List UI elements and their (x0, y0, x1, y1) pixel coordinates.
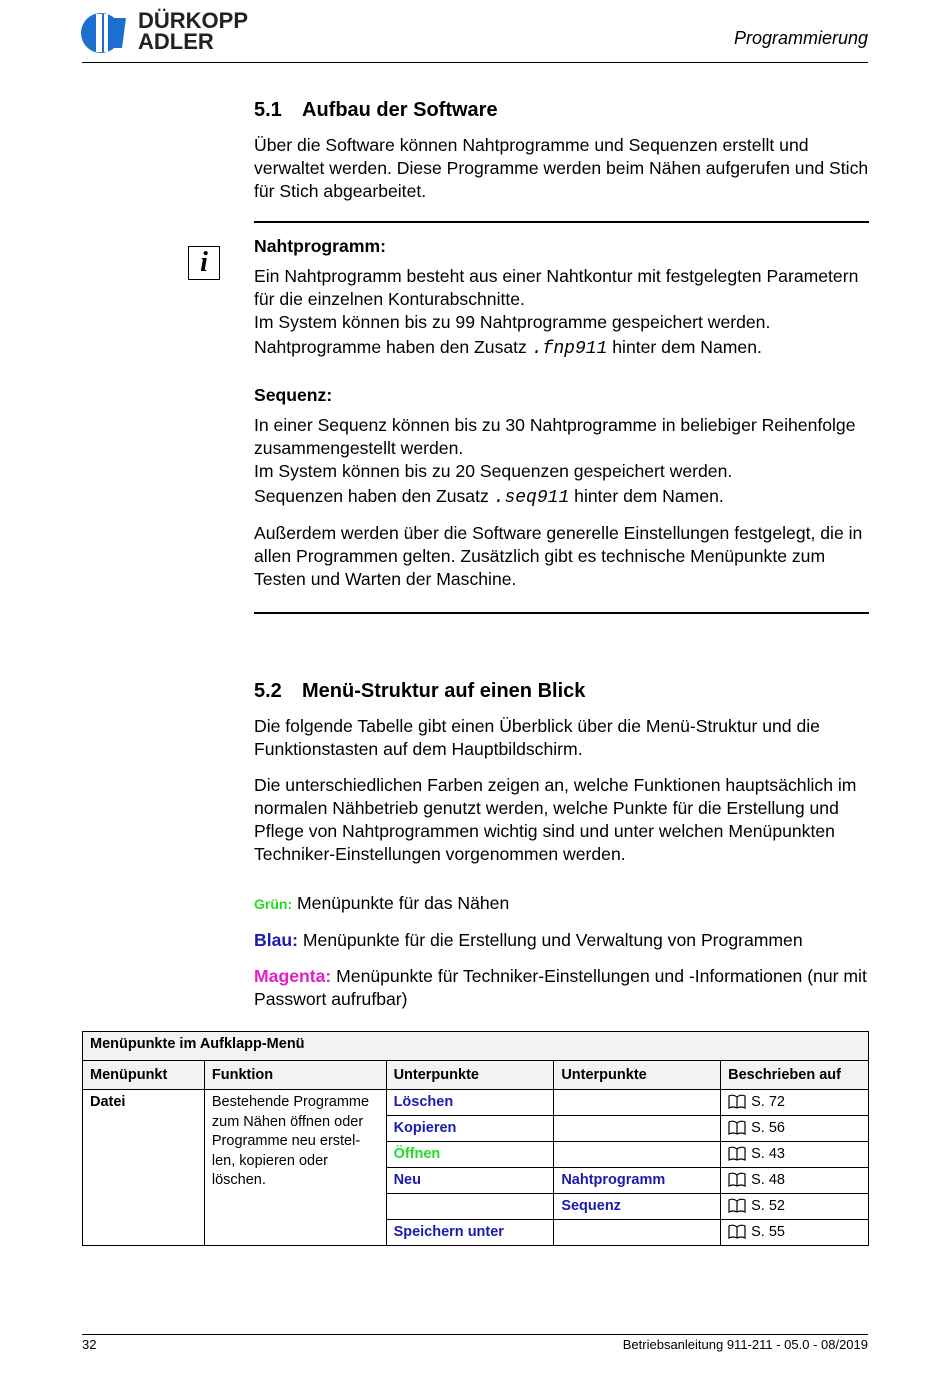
sub-item-speichern-unter[interactable]: Speichern unter (386, 1220, 554, 1246)
nahtprogramm-text-3: Nahtprogramme haben den Zusatz .fnp911 hinter dem Namen. (254, 337, 762, 359)
intro-paragraph: Über die Software können Nahtprogramme und Sequenzen erstellt und verwaltet werden. Diese Programme werden beim Nähen aufgerufen und Stich für Stich abgearbeitet. (254, 135, 869, 201)
footer-divider (82, 1334, 868, 1335)
legend-blue (254, 929, 869, 952)
page-number: 32 (82, 1337, 97, 1352)
header-title: Programmierung (733, 28, 868, 48)
sub-item-2 (554, 1116, 721, 1142)
sub-item-kopieren[interactable]: Kopieren (386, 1116, 554, 1142)
sub-item-oeffnen[interactable]: Öffnen (386, 1142, 554, 1168)
sub-item-neu[interactable]: Neu (386, 1168, 554, 1194)
header-funktion: Funktion (204, 1061, 386, 1090)
function-description: Bestehende Programme zum Nähen öffnen oder Programme neu erstellen, kopieren oder löschen. (204, 1090, 386, 1246)
page-reference[interactable]: S. 43 (721, 1142, 869, 1168)
section-5-1-intro (254, 134, 869, 203)
nahtprogramm-text-2: Im System können bis zu 99 Nahtprogramme gespeichert werden. (254, 312, 771, 332)
legend-blue-text: Menüpunkte für die Erstellung und Verwaltung von Programmen (297, 930, 803, 950)
nahtprogramm-heading: Nahtprogramm: (254, 236, 386, 256)
header-beschrieben-auf: Beschrieben auf (721, 1061, 869, 1090)
header-unterpunkte-2: Unterpunkte (554, 1061, 721, 1090)
sub-item-2 (554, 1142, 721, 1168)
general-settings-paragraph: Außerdem werden über die Software generelle Einstellungen festgelegt, die in allen Programmen gelten. Zusätzlich gibt es technische Menüpunkte zum Testen und Warten der Maschine. (254, 523, 863, 589)
sub-item-nahtprogramm[interactable]: Nahtprogramm (554, 1168, 721, 1194)
sub-item-sequenz[interactable]: Sequenz (554, 1194, 721, 1220)
header-unterpunkte-1: Unterpunkte (386, 1061, 554, 1090)
header-menuepunkt: Menüpunkt (83, 1061, 205, 1090)
book-icon (728, 1146, 746, 1161)
section-number: 5.2 (254, 680, 282, 702)
info-box-bottom-rule (254, 612, 869, 614)
sub-item-1 (386, 1194, 554, 1220)
page-reference[interactable]: S. 56 (721, 1116, 869, 1142)
table-caption: Menüpunkte im Aufklapp-Menü (83, 1032, 869, 1061)
legend-blue-label: Blau: (254, 930, 298, 950)
table-row (83, 1090, 869, 1116)
sub-item-loeschen[interactable]: Löschen (386, 1090, 554, 1116)
page-reference[interactable]: S. 52 (721, 1194, 869, 1220)
section-5-2-heading (254, 680, 869, 703)
legend-green (254, 892, 869, 916)
colors-explanation: Die unterschiedlichen Farben zeigen an, welche Funktionen hauptsächlich im normalen Nähbetrieb genutzt werden, welche Punkte für die Erstellung und Pflege von Nahtprogrammen wichtig sind und unter welchen Menüpunkten Techniker-Einstellungen vorgenommen werden. (254, 775, 857, 864)
sub-item-2 (554, 1090, 721, 1116)
section-5-1-heading (254, 99, 869, 122)
book-icon (728, 1224, 746, 1239)
sequenz-heading: Sequenz: (254, 385, 333, 405)
info-icon: i (188, 246, 220, 280)
nahtprogramm-block (254, 235, 869, 361)
page-reference[interactable]: S. 55 (721, 1220, 869, 1246)
sequenz-text-1: In einer Sequenz können bis zu 30 Nahtprogramme in beliebiger Reihenfolge zusammengestellt werden. (254, 415, 856, 458)
legend-green-label: Grün: (254, 896, 293, 912)
section-title: Aufbau der Software (302, 99, 498, 121)
menu-item-datei: Datei (83, 1090, 205, 1246)
seq-extension: .seq911 (493, 488, 570, 508)
document-reference: Betriebsanleitung 911-211 - 05.0 - 08/2019 (622, 1337, 868, 1352)
table-caption-row (83, 1032, 869, 1061)
book-icon (728, 1172, 746, 1187)
legend-green-text: Menüpunkte für das Nähen (292, 893, 510, 913)
sequenz-text-3: Sequenzen haben den Zusatz .seq911 hinter dem Namen. (254, 486, 724, 508)
section-title: Menü-Struktur auf einen Blick (302, 680, 586, 702)
header-divider (82, 62, 868, 63)
table-header-row (83, 1061, 869, 1090)
legend-magenta-text: Menüpunkte für Techniker-Einstellungen und -Informationen (nur mit Passwort aufrufbar) (254, 966, 867, 1009)
legend-magenta-label: Magenta: (254, 966, 332, 986)
book-icon (728, 1094, 746, 1109)
sub-item-2 (554, 1220, 721, 1246)
menu-table (82, 1031, 869, 1246)
book-icon (728, 1120, 746, 1135)
sequenz-block (254, 384, 869, 510)
sequenz-text-2: Im System können bis zu 20 Sequenzen gespeichert werden. (254, 461, 733, 481)
legend-magenta (254, 965, 869, 1011)
page-reference[interactable]: S. 72 (721, 1090, 869, 1116)
info-box-top-rule (254, 221, 869, 223)
brand-line-1: DÜRKOPP (138, 8, 249, 33)
brand-line-2: ADLER (138, 29, 214, 54)
section-5-2-intro: Die folgende Tabelle gibt einen Überblick über die Menü-Struktur und die Funktionstasten auf dem Hauptbildschirm. (254, 716, 820, 759)
brand-logo (80, 10, 280, 54)
fnp-extension: .fnp911 (531, 339, 608, 359)
duerkopp-adler-logo-icon (80, 12, 132, 54)
nahtprogramm-text-1: Ein Nahtprogramm besteht aus einer Nahtkontur mit festgelegten Parametern für die einzelnen Konturabschnitte. (254, 266, 859, 309)
page-reference[interactable]: S. 48 (721, 1168, 869, 1194)
book-icon (728, 1198, 746, 1213)
section-number: 5.1 (254, 99, 282, 121)
